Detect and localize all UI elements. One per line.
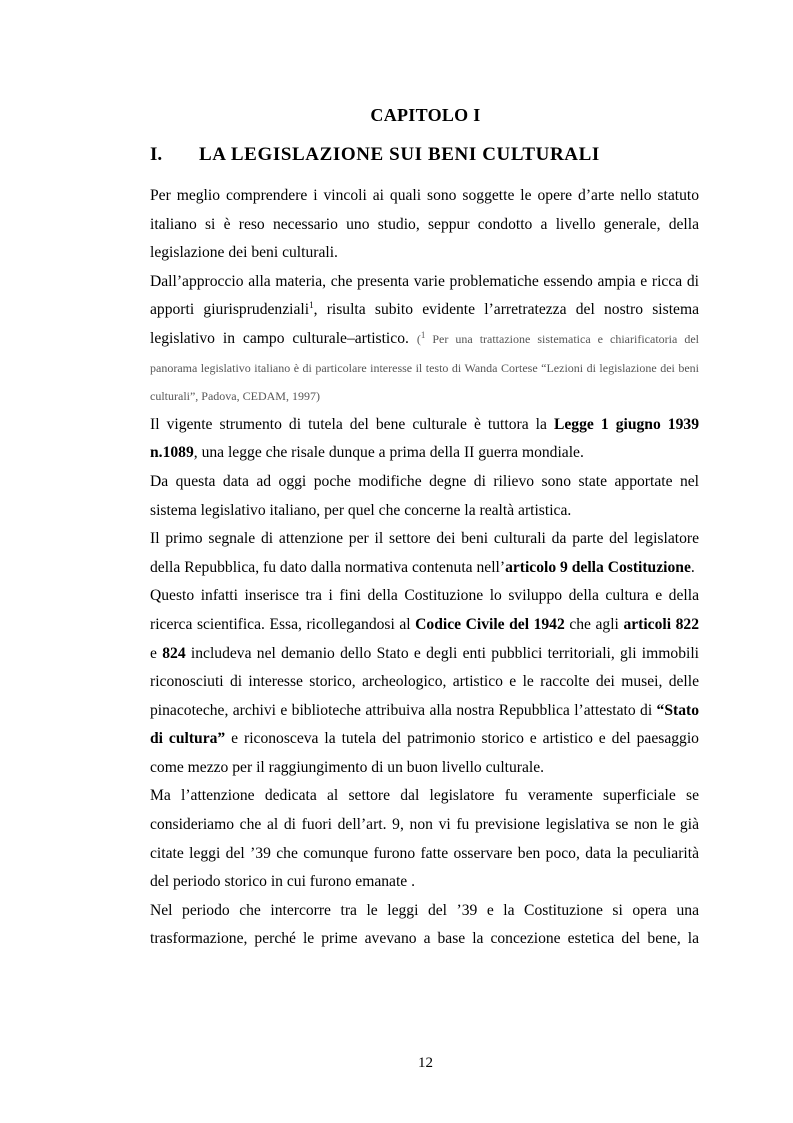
paragraph-constitution — [150, 582, 699, 782]
paragraph-law-text: Il vigente strumento di tutela del bene culturale è tuttora la — [150, 415, 554, 433]
constitution-article-reference: articolo 9 della Costituzione — [505, 558, 691, 576]
section-number: I. — [150, 144, 163, 165]
footnote-marker: 1 — [309, 300, 314, 311]
paragraph-first-signal-end: . — [690, 558, 695, 576]
footnote-open-paren: ( — [416, 331, 421, 346]
paragraph-constitution-text-2: che agli — [564, 615, 624, 633]
paragraph-law-text-cont: , una legge che risale dunque a prima della II guerra mondiale. — [193, 444, 584, 462]
page-number: 12 — [418, 1055, 433, 1071]
paragraph-constitution-text: Questo infatti inserisce tra i fini della Costituzione lo sviluppo della cultura e della ricerca scientifica. Essa, ricollegandosi al — [150, 587, 699, 633]
paragraph-constitution-text-5: e riconosceva la tutela del patrimonio storico e artistico e del paesaggio come mezzo per il raggiungimento di un buon livello culturale. — [150, 730, 699, 776]
articles-reference: articoli 822 — [623, 615, 699, 633]
paragraph-attention: Ma l’attenzione dedicata al settore dal legislatore fu veramente superficiale se consideriamo che al di fuori dell’art. 9, non vi fu previsione legislativa se non le già citate leggi del ’39 che comunque furono fatte osservare ben poco, data la peculiarità del periodo storico in cui furono emanate . — [150, 787, 699, 891]
paragraph-law-1939 — [150, 411, 699, 468]
footnote-number: 1 — [420, 329, 426, 340]
section-title: LA LEGISLAZIONE SUI BENI CULTURALI — [199, 144, 600, 165]
paragraph-approach — [150, 268, 699, 411]
paragraph-first-signal — [150, 525, 699, 582]
paragraph-first-signal-text: Il primo segnale di attenzione per il settore dei beni culturali da parte del legislatore della Repubblica, fu dato dalla normativa contenuta nell’ — [150, 530, 699, 576]
law-reference: Legge 1 giugno 1939 n.1089 — [150, 415, 699, 462]
paragraph-period: Nel periodo che intercorre tra le leggi del ’39 e la Costituzione si opera una trasformazione, perché le prime avevano a base la concezione estetica del bene, la — [150, 901, 699, 948]
stato-di-cultura-term: “Stato di cultura” — [150, 701, 699, 748]
chapter-title: CAPITOLO I — [370, 105, 481, 125]
paragraph-constitution-text-4: includeva nel demanio dello Stato e degli enti pubblici territoriali, gli immobili riconosciuti di interesse storico, archeologico, artistico e le raccolte dei musei, delle pinacoteche, archivi e biblioteche attribuiva alla nostra Repubblica l’attestato di — [150, 644, 699, 719]
article-824-reference: 824 — [162, 644, 186, 662]
footnote-text: Per una trattazione sistematica e chiarificatoria del panorama legislativo italiano è di particolare interesse il testo di Wanda Cortese “Lezioni di legislazione dei beni culturali”, Padova, CEDAM, 1997) — [150, 331, 699, 404]
paragraph-intro: Per meglio comprendere i vincoli ai quali sono soggette le opere d’arte nello statuto italiano si è reso necessario uno studio, seppur condotto a livello generale, della legislazione dei beni culturali. — [150, 187, 699, 262]
paragraph-approach-text-cont: , risulta subito evidente l’arretratezza del nostro sistema legislativo in campo culturale–artistico. — [150, 301, 699, 347]
paragraph-modifications: Da questa data ad oggi poche modifiche degne di rilievo sono state apportate nel sistema legislativo italiano, per quel che concerne la realtà artistica. — [150, 472, 699, 519]
body-text — [150, 182, 699, 954]
paragraph-constitution-text-3: e — [150, 644, 163, 662]
paragraph-approach-text: Dall’approccio alla materia, che presenta varie problematiche essendo ampia e ricca di apporti giurisprudenziali — [150, 272, 699, 319]
section-heading — [150, 144, 710, 166]
civil-code-reference: Codice Civile del 1942 — [415, 615, 565, 633]
